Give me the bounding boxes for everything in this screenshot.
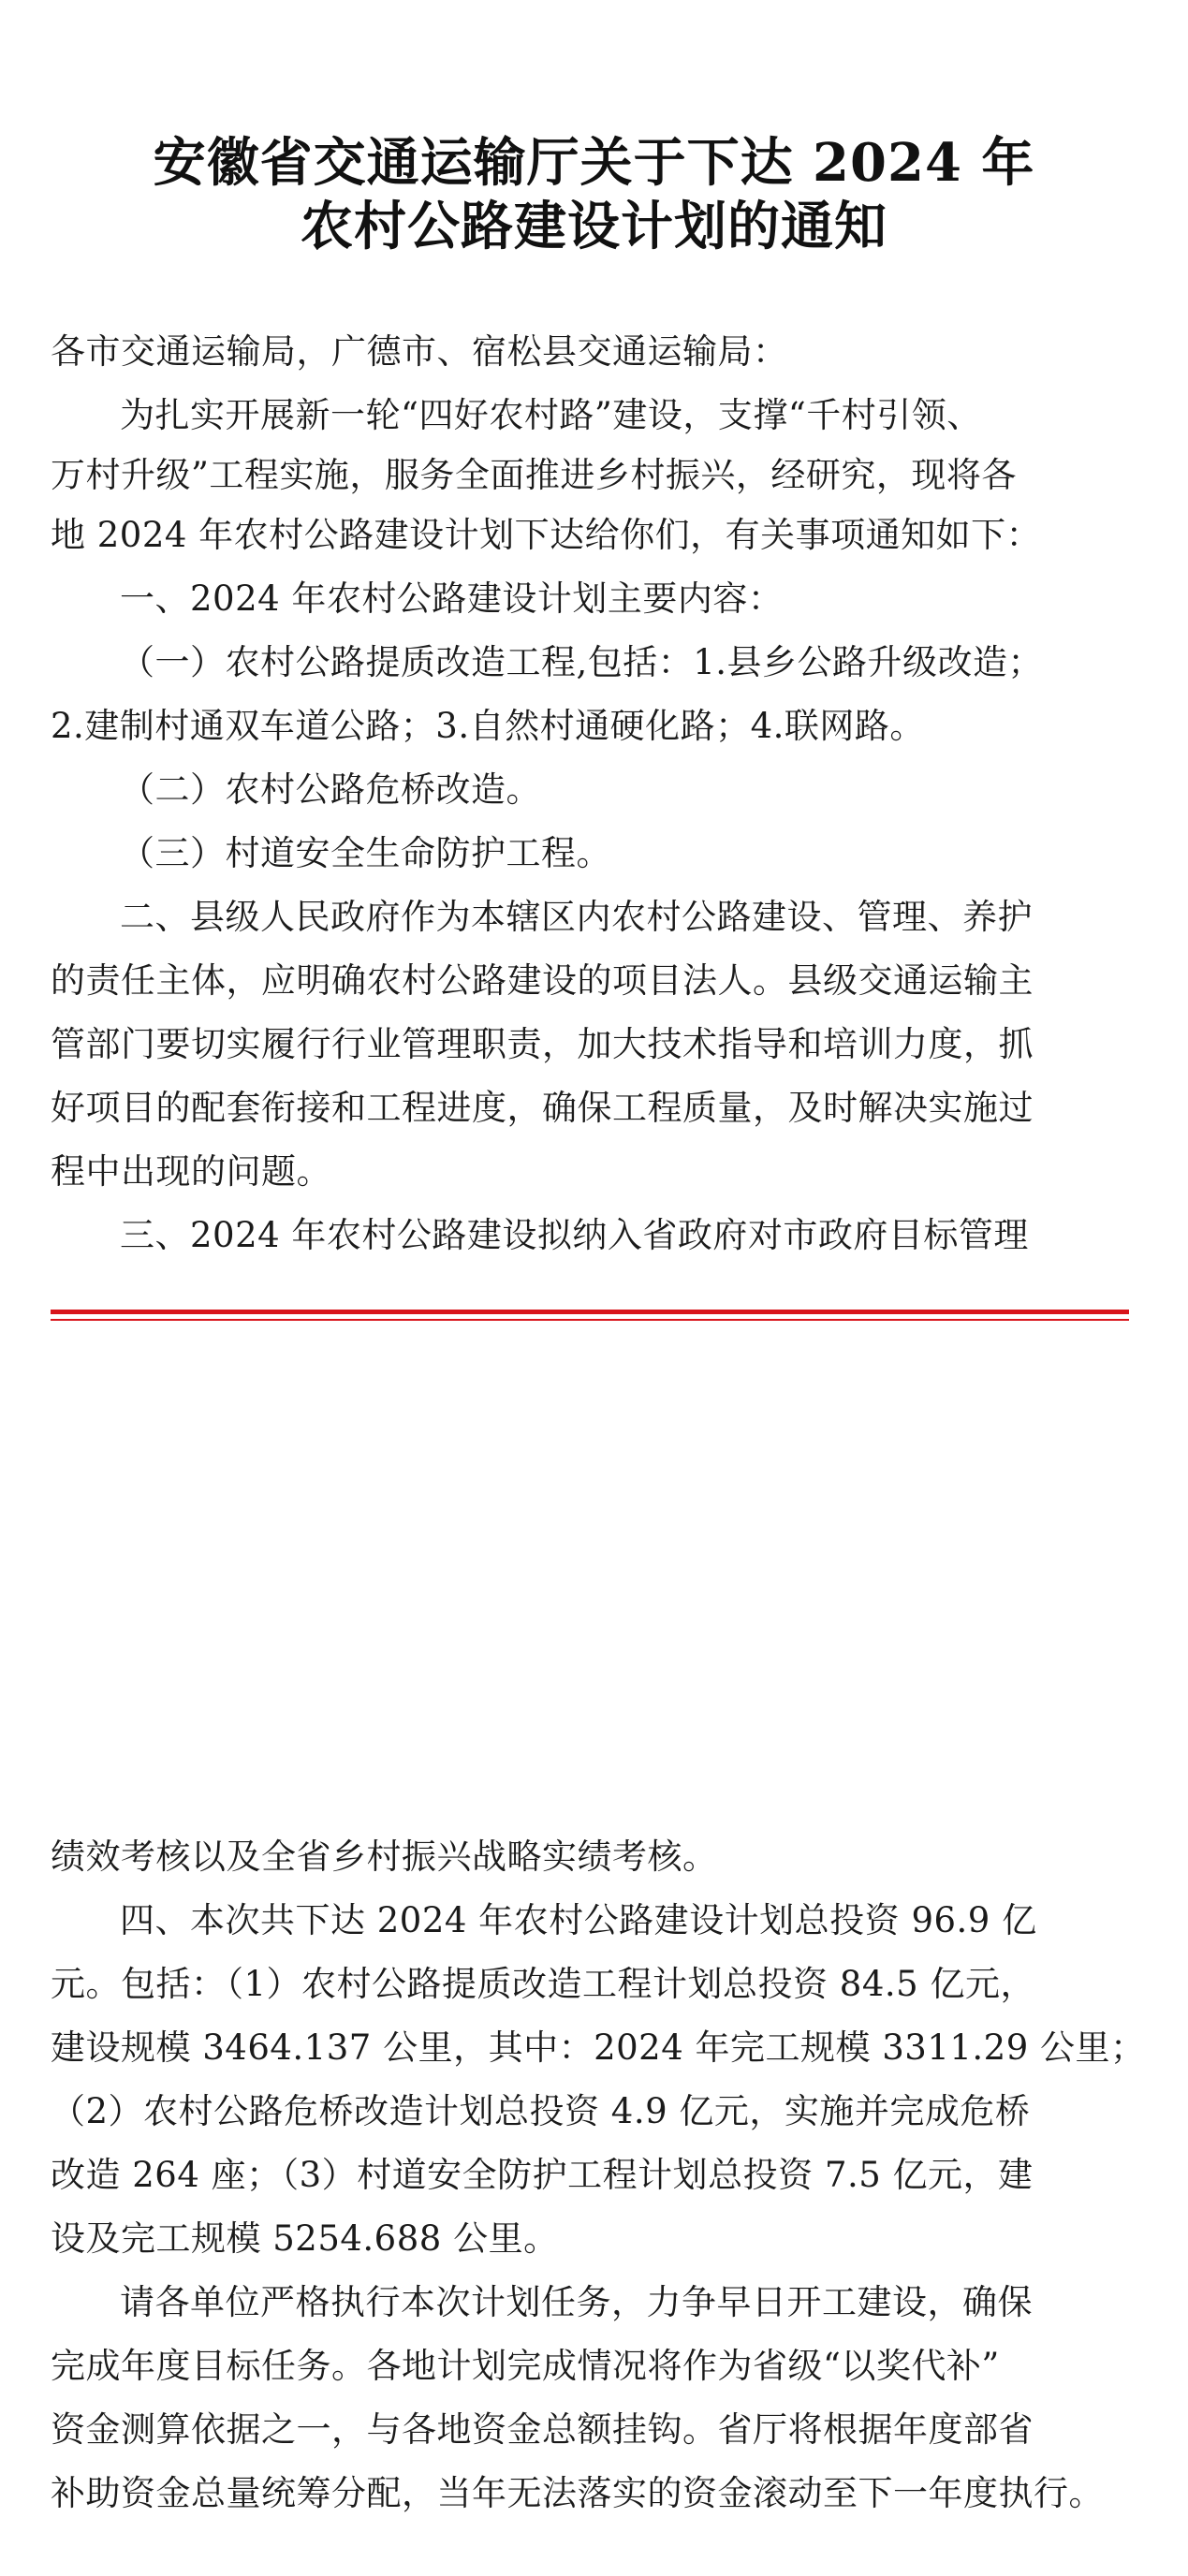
body-line: 设及完工规模 5254.688 公里。 (51, 2218, 559, 2259)
body-line: 程中出现的问题。 (51, 1151, 331, 1192)
body-line: （2）农村公路危桥改造计划总投资 4.9 亿元，实施并完成危桥 (51, 2091, 1031, 2131)
document-title-line-1: 安徽省交通运输厅关于下达 2024 年 (153, 132, 1035, 194)
body-line: 元。包括：（1）农村公路提质改造工程计划总投资 84.5 亿元， (51, 1964, 1035, 2004)
body-line: 请各单位严格执行本次计划任务，力争早日开工建设，确保 (120, 2282, 1033, 2322)
body-line: 的责任主体，应明确农村公路建设的项目法人。县级交通运输主 (51, 960, 1034, 1001)
section-heading-3: 三、2024 年农村公路建设拟纳入省政府对市政府目标管理 (120, 1215, 1029, 1255)
body-line: 完成年度目标任务。各地计划完成情况将作为省级“以奖代补” (51, 2346, 1000, 2386)
document-title-line-2: 农村公路建设计划的通知 (301, 196, 887, 257)
section-heading-4: 四、本次共下达 2024 年农村公路建设计划总投资 96.9 亿 (120, 1900, 1037, 1940)
body-line: 为扎实开展新一轮“四好农村路”建设，支撑“千村引领、 (120, 395, 982, 435)
section-heading-2: 二、县级人民政府作为本辖区内农村公路建设、管理、养护 (120, 897, 1033, 937)
body-line: 建设规模 3464.137 公里，其中：2024 年完工规模 3311.29 公里； (51, 2027, 1146, 2068)
body-line: 好项目的配套衔接和工程进度，确保工程质量，及时解决实施过 (51, 1088, 1034, 1128)
body-line: 绩效考核以及全省乡村振兴战略实绩考核。 (51, 1837, 718, 1877)
body-line: （三）村道安全生命防护工程。 (120, 833, 611, 873)
body-line: 2.建制村通双车道公路；3.自然村通硬化路；4.联网路。 (51, 706, 925, 746)
addressee: 各市交通运输局，广德市、宿松县交通运输局： (51, 331, 788, 372)
body-line: 地 2024 年农村公路建设计划下达给你们，有关事项通知如下： (51, 515, 1042, 555)
body-line: （二）农村公路危桥改造。 (120, 769, 541, 810)
body-line: 管部门要切实履行行业管理职责，加大技术指导和培训力度，抓 (51, 1024, 1034, 1064)
body-line: （一）农村公路提质改造工程,包括：1.县乡公路升级改造； (120, 642, 1044, 682)
page-break-rule (51, 1310, 1129, 1314)
section-heading-1: 一、2024 年农村公路建设计划主要内容： (120, 578, 784, 619)
body-line: 改造 264 座；（3）村道安全防护工程计划总投资 7.5 亿元，建 (51, 2155, 1034, 2195)
body-line: 资金测算依据之一，与各地资金总额挂钩。省厅将根据年度部省 (51, 2409, 1034, 2450)
page-break-rule-thin (51, 1319, 1129, 1321)
body-line: 万村升级”工程实施，服务全面推进乡村振兴，经研究，现将各 (51, 455, 1017, 495)
body-line: 补助资金总量统筹分配，当年无法落实的资金滚动至下一年度执行。 (51, 2473, 1104, 2513)
